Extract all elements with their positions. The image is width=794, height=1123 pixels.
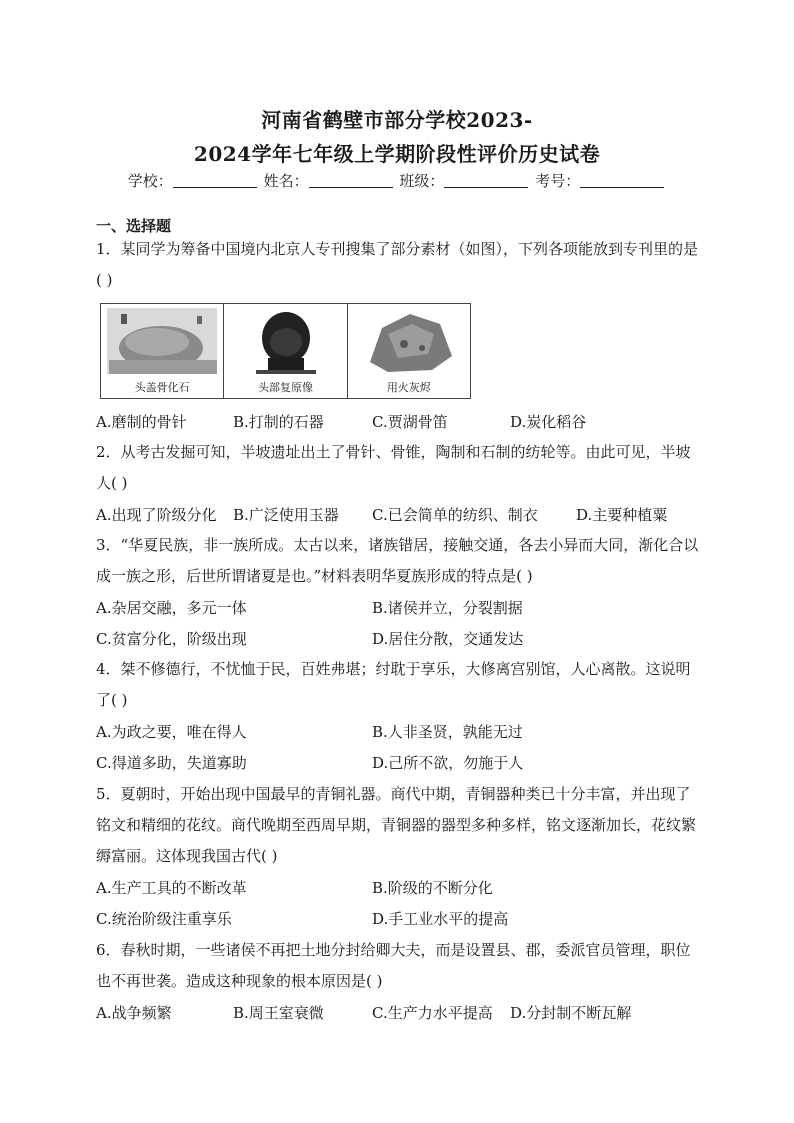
option-a[interactable]: A.磨制的骨针 (96, 413, 187, 431)
option-c[interactable]: C.贾湖骨笛 (372, 413, 448, 431)
exam-number-blank[interactable] (580, 173, 664, 188)
question-1-figure (100, 303, 471, 399)
option-d[interactable]: D.己所不欲，勿施于人 (372, 754, 524, 772)
fire-ash-panel (348, 304, 470, 398)
exam-title-line1: 河南省鹤壁市部分学校2023- (261, 108, 533, 132)
option-b[interactable]: B.人非圣贤，孰能无过 (372, 723, 523, 741)
option-d[interactable]: D.炭化稻谷 (510, 413, 587, 431)
option-b[interactable]: B.诸侯并立，分裂割据 (372, 599, 523, 617)
question-3-options-row1 (96, 597, 700, 621)
option-c[interactable]: C.贫富分化，阶级出现 (96, 630, 247, 648)
name-blank[interactable] (309, 173, 393, 188)
option-c[interactable]: C.统治阶级注重享乐 (96, 910, 232, 928)
question-6-options (96, 1002, 700, 1026)
option-b[interactable]: B.周王室衰微 (233, 1004, 324, 1022)
figure-caption-reconstruction: 头部复原像 (257, 381, 313, 394)
question-2-options (96, 504, 700, 528)
option-b[interactable]: B.广泛使用玉器 (233, 506, 339, 524)
figure-caption-skull: 头盖骨化石 (134, 381, 190, 394)
question-5-stem: 5．夏朝时，开始出现中国最早的青铜礼器。商代中期，青铜器种类已十分丰富，并出现了铭文和精细的花纹。商代晚期至西周早期，青铜器的器型多种多样，铭文逐渐加长，花纹繁缛富丽。这体现我国古代( ) (96, 785, 697, 865)
option-a[interactable]: A.杂居交融，多元一体 (96, 599, 247, 617)
question-3-options-row2 (96, 628, 700, 652)
student-info-row (0, 170, 794, 191)
section-title: 一、选择题 (96, 217, 172, 235)
question-6-stem: 6．春秋时期，一些诸侯不再把土地分封给卿大夫，而是设置县、郡，委派官员管理，职位也不再世袭。造成这种现象的根本原因是( ) (96, 941, 691, 990)
question-4-options-row2 (96, 752, 700, 776)
option-d[interactable]: D.居住分散，交通发达 (372, 630, 524, 648)
option-a[interactable]: A.生产工具的不断改革 (96, 879, 247, 897)
question-2-stem: 2．从考古发掘可知，半坡遗址出土了骨针、骨锥，陶制和石制的纺轮等。由此可见，半坡人( ) (96, 443, 691, 492)
class-blank[interactable] (444, 173, 528, 188)
option-a[interactable]: A.战争频繁 (96, 1004, 172, 1022)
question-1-stem: 1．某同学为筹备中国境内北京人专刊搜集了部分素材（如图），下列各项能放到专刊里的是( ) (96, 240, 699, 289)
option-b[interactable]: B.阶级的不断分化 (372, 879, 493, 897)
question-5-options-row1 (96, 877, 700, 901)
exam-number-label: 考号： (535, 172, 581, 190)
question-4-stem: 4．桀不修德行，不忧恤于民，百姓弗堪；纣耽于享乐，大修离宫别馆，人心离散。这说明了( ) (96, 660, 691, 709)
option-a[interactable]: A.出现了阶级分化 (96, 506, 217, 524)
option-a[interactable]: A.为政之要，唯在得人 (96, 723, 247, 741)
skull-fossil-panel (101, 304, 224, 398)
option-b[interactable]: B.打制的石器 (233, 413, 324, 431)
question-3-stem: 3．“华夏民族，非一族所成。太古以来，诸族错居，接触交通，各去小异而大同，渐化合以成一族之形，后世所谓诸夏是也。”材料表明华夏族形成的特点是( ) (96, 536, 699, 585)
option-d[interactable]: D.主要种植粟 (576, 506, 668, 524)
option-d[interactable]: D.分封制不断瓦解 (510, 1004, 632, 1022)
option-c[interactable]: C.已会简单的纺织、制衣 (372, 506, 538, 524)
question-5-options-row2 (96, 908, 700, 932)
school-label: 学校： (127, 172, 173, 190)
option-c[interactable]: C.得道多助，失道寡助 (96, 754, 247, 772)
class-label: 班级： (399, 172, 445, 190)
question-1-options (96, 411, 700, 435)
option-c[interactable]: C.生产力水平提高 (372, 1004, 493, 1022)
question-4-options-row1 (96, 721, 700, 745)
head-reconstruction-panel (224, 304, 347, 398)
figure-caption-fire-ash: 用火灰烬 (386, 381, 431, 394)
exam-title-line2: 2024学年七年级上学期阶段性评价历史试卷 (193, 142, 601, 166)
option-d[interactable]: D.手工业水平的提高 (372, 910, 509, 928)
name-label: 姓名： (263, 172, 309, 190)
school-blank[interactable] (173, 173, 257, 188)
